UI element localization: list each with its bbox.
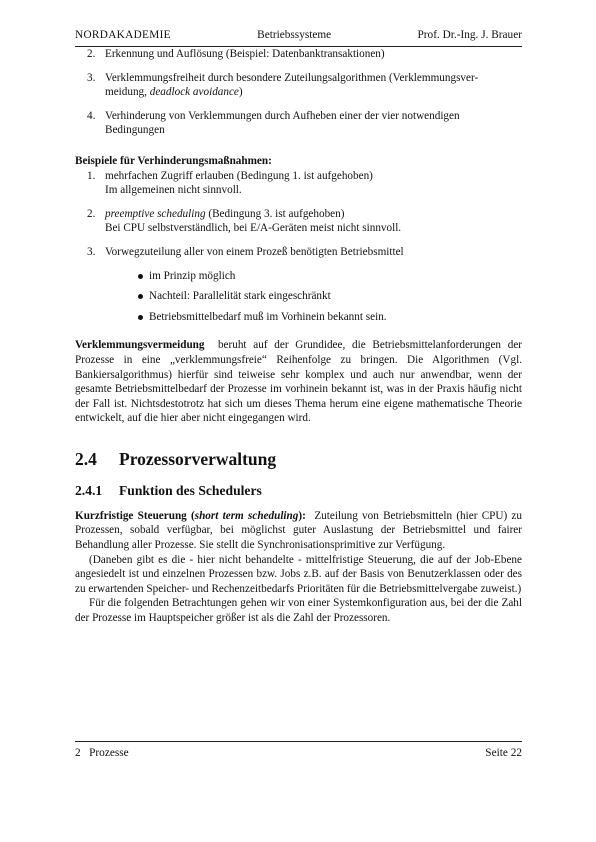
- list-item-text: mehrfachen Zugriff erlauben (Bedingung 1. ist aufgehoben): [105, 169, 373, 182]
- bullet-item: [135, 269, 522, 284]
- bullet-list: [105, 269, 522, 325]
- section-heading: [75, 448, 522, 470]
- list-item-number: 2.: [87, 48, 96, 60]
- list-item-note: Im allgemeinen nicht sinnvoll.: [105, 184, 242, 197]
- config-paragraph: [75, 596, 522, 625]
- paragraph-text: Zuteilung von Betriebsmitteln (hier CPU) zu Prozessen, sobald verfügbar, bei möglichst guter Auslastung der Betriebsmittel und fairer Behandlung aller Prozesse. Sie stellt die Synchronisationsprimitive zur Verfügung.: [75, 509, 522, 552]
- bullet-text: Nachteil: Parallelität stark eingeschränkt: [149, 290, 331, 303]
- midterm-paragraph: [75, 553, 522, 597]
- document-page: [75, 28, 522, 626]
- runin-term-emphasis: short term scheduling: [194, 509, 299, 522]
- header-course-title: Betriebssysteme: [257, 29, 332, 41]
- bullet-text: im Prinzip möglich: [149, 269, 236, 282]
- strategy-list: [75, 47, 522, 138]
- list-item: [75, 245, 522, 324]
- list-item: [75, 169, 522, 198]
- list-item-number: 1.: [87, 169, 96, 182]
- runin-term: [75, 510, 306, 522]
- list-item-text: Verklemmungsfreiheit durch besondere Zuteilungsalgorithmen (Verklemmungsver-: [105, 71, 479, 84]
- running-header: [75, 28, 522, 47]
- avoidance-paragraph: [75, 338, 522, 426]
- header-institution: NORDAKADEMIE: [75, 29, 171, 41]
- header-author: Prof. Dr.-Ing. J. Brauer: [417, 29, 522, 41]
- list-item-text: Verhinderung von Verklemmungen durch Aufheben einer der vier notwendigen: [105, 109, 460, 122]
- bullet-icon: [138, 274, 143, 279]
- list-item-note: Bei CPU selbstverständlich, bei E/A-Geräten meist nicht sinnvoll.: [105, 222, 402, 235]
- list-item: [75, 207, 522, 236]
- list-item-text: Erkennung und Auflösung (Beispiel: Datenbanktransaktionen): [105, 48, 385, 60]
- footer-page-number: Seite 22: [485, 747, 522, 759]
- list-item-number: 3.: [87, 245, 96, 258]
- list-item-text: (Bedingung 3. ist aufgehoben): [205, 207, 345, 220]
- examples-list: [75, 169, 522, 325]
- runin-term-close: ):: [298, 509, 306, 522]
- list-item: [75, 71, 522, 100]
- list-item-text: Vorwegzuteilung aller von einem Prozeß benötigten Betriebsmittel: [105, 245, 404, 258]
- bullet-item: [135, 310, 522, 325]
- subsection-heading: [75, 482, 522, 500]
- bullet-text: Betriebsmittelbedarf muß im Vorhinein bekannt sein.: [149, 310, 387, 323]
- list-item-text: meidung,: [105, 86, 150, 99]
- paragraph-text: Für die folgenden Betrachtungen gehen wir von einer Systemkonfiguration aus, bei der die Zahl der Prozesse im Hauptspeicher größer ist als die Zahl der Prozessoren.: [75, 597, 522, 625]
- runin-term-text: Kurzfristige Steuerung (: [75, 509, 195, 522]
- running-footer: [75, 741, 522, 760]
- section-title: Prozessorverwaltung: [119, 448, 277, 469]
- subsection-title: Funktion des Schedulers: [119, 482, 262, 498]
- list-item-number: 4.: [87, 109, 96, 122]
- paragraph-text: beruht auf der Grundidee, die Betriebsmittelanforderungen der Prozesse in eine „verklemmungsfreie“ Reihenfolge zu bringen. Die Algorithmen (Vgl. Bankiersalgorithmus) hierfür sind teiweise sehr komplex und auch nur anwendbar, wenn der gesamte Betriebsmittelbedarf der Prozesse im vorhinein bekannt ist, was in der Praxis häufig nicht der Fall ist. Nichtsdestotrotz hat sich um dieses Thema herum eine eigene mathematische Theorie entwickelt, auf die hier aber nicht eingegangen wird.: [75, 339, 523, 425]
- emphasis-term: deadlock avoidance: [149, 86, 239, 99]
- scheduler-paragraph: [75, 509, 522, 553]
- bullet-icon: [138, 294, 143, 299]
- section-number: 2.4: [75, 448, 97, 469]
- examples-heading: Beispiele für Verhinderungsmaßnahmen:: [75, 154, 272, 167]
- bullet-icon: [138, 315, 143, 320]
- footer-chapter: 2 Prozesse: [75, 747, 129, 759]
- list-item-text: ): [238, 86, 243, 99]
- paragraph-text: (Daneben gibt es die - hier nicht behandelte - mittelfristige Steuerung, die auf der Job-Ebene angesiedelt ist und einzelnen Prozessen bzw. Jobs z.B. auf der Basis von Benutzerklassen oder des zu erwartenden Speicher- und Rechenzeitbedarfs Prioritäten für die Betriebsmittelvergabe zuweist.): [75, 553, 522, 595]
- list-item: [75, 109, 522, 138]
- list-item-number: 2.: [87, 207, 96, 220]
- bullet-item: [135, 289, 522, 304]
- subsection-number: 2.4.1: [75, 482, 103, 498]
- emphasis-term: preemptive scheduling: [105, 207, 206, 220]
- list-item: [75, 47, 522, 62]
- list-item-number: 3.: [87, 71, 96, 84]
- paragraph-term: Verklemmungsvermeidung: [75, 339, 205, 352]
- list-item-text: Bedingungen: [105, 124, 165, 137]
